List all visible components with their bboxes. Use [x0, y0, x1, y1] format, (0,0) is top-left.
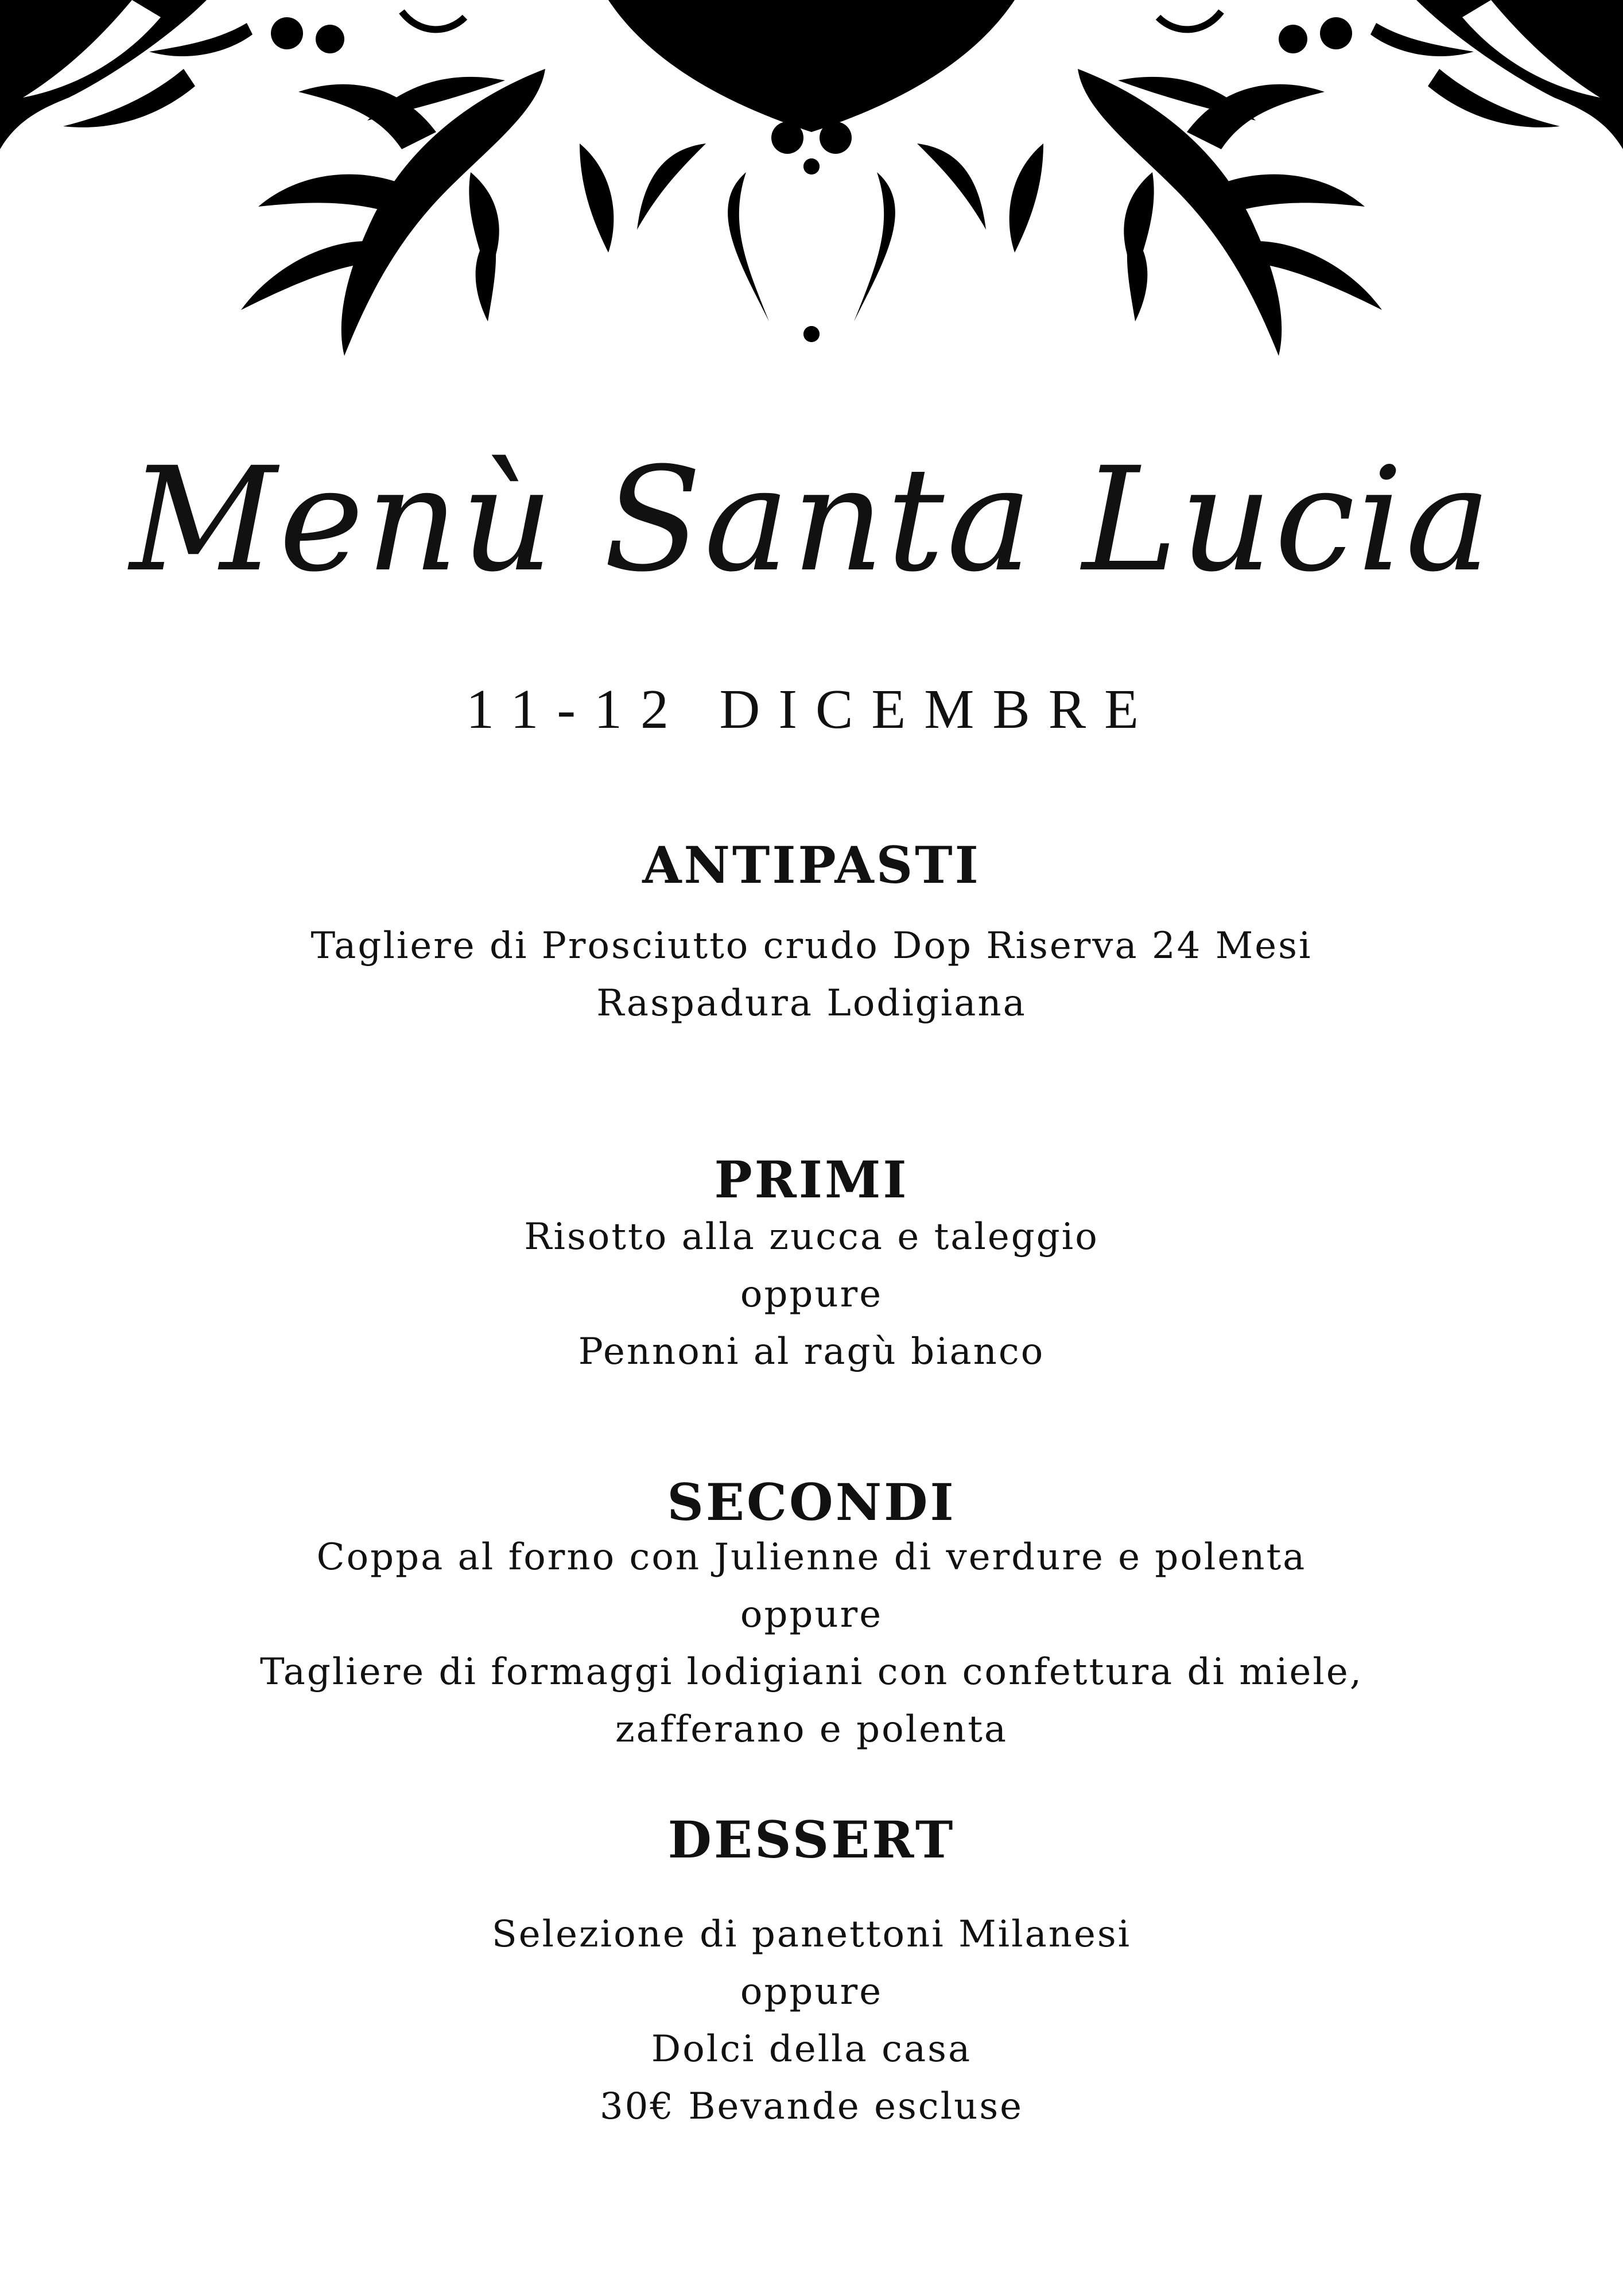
section-heading-antipasti: ANTIPASTI: [642, 835, 981, 895]
section-heading-dessert: DESSERT: [667, 1810, 956, 1870]
menu-title: Menù Santa Lucia: [130, 436, 1493, 603]
section-heading-secondi: SECONDI: [667, 1472, 956, 1532]
floral-ornament-graphic: [0, 0, 1623, 367]
section-items-primi: [0, 1208, 1623, 1380]
menu-item: Risotto alla zucca e taleggio: [524, 1216, 1099, 1258]
price-note: 30€ Bevande escluse: [599, 2085, 1024, 2128]
menu-item: Selezione di panettoni Milanesi: [491, 1913, 1132, 1956]
menu-item: Tagliere di formaggi lodigiani con confettura di miele,: [259, 1651, 1364, 1693]
menu-item: oppure: [740, 1273, 883, 1316]
menu-item: zafferano e polenta: [615, 1708, 1008, 1751]
menu-date: 11-12 DICEMBRE: [466, 678, 1157, 740]
menu-item: Coppa al forno con Julienne di verdure e polenta: [316, 1536, 1307, 1578]
section-items-antipasti: [0, 917, 1623, 1032]
menu-item: Dolci della casa: [651, 2028, 972, 2070]
menu-item: oppure: [740, 1971, 883, 2013]
menu-item: Pennoni al ragù bianco: [578, 1331, 1045, 1373]
section-items-dessert: [0, 1906, 1623, 2135]
section-heading-primi: PRIMI: [714, 1150, 909, 1209]
section-items-secondi: [0, 1529, 1623, 1758]
menu-item: oppure: [740, 1593, 883, 1636]
menu-item: Tagliere di Prosciutto crudo Dop Riserva 24 Mesi: [310, 925, 1313, 967]
menu-item: Raspadura Lodigiana: [596, 982, 1027, 1025]
